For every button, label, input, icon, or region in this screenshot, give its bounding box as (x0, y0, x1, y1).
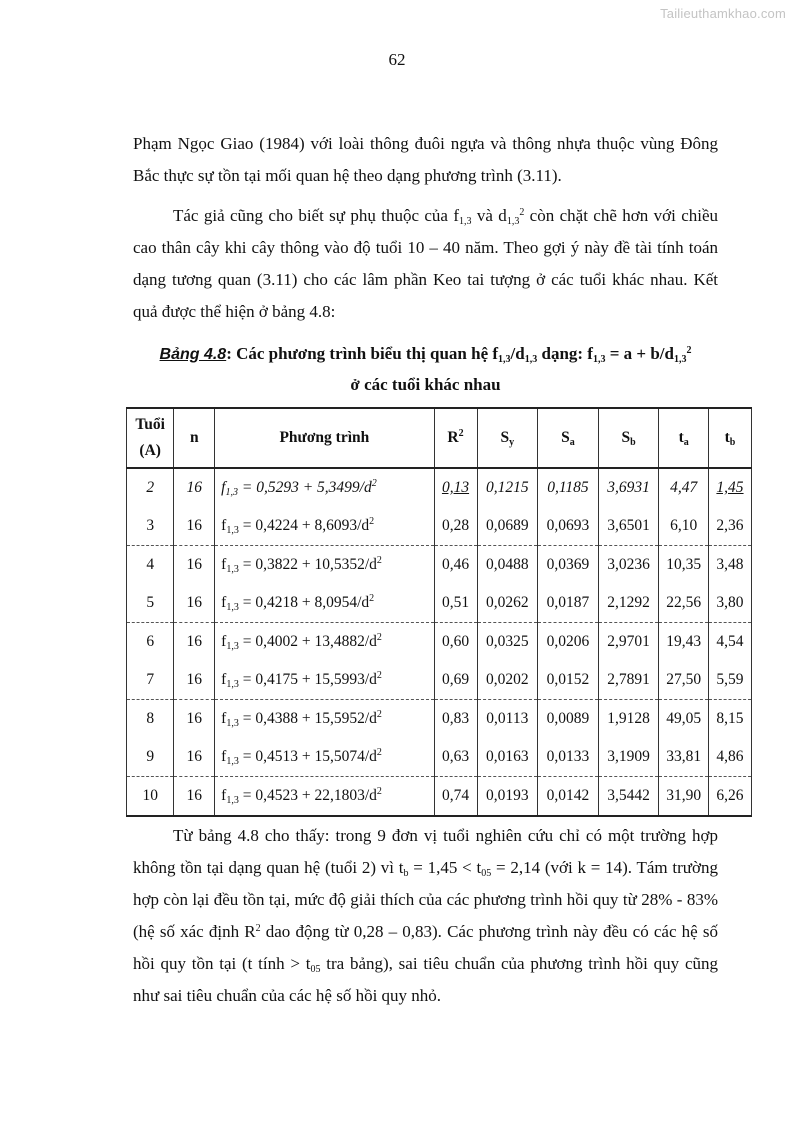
header-sa-text: S (561, 429, 570, 446)
cell-sb: 1,9128 (598, 700, 659, 739)
cell-equation (215, 777, 434, 817)
cell-age: 5 (127, 584, 174, 623)
cell-n: 16 (174, 700, 215, 739)
cell-ta: 4,47 (659, 468, 709, 507)
table-caption (133, 338, 718, 371)
cell-ta: 27,50 (659, 661, 709, 700)
subscript: a (683, 437, 689, 448)
subscript: 1,3 (226, 602, 239, 613)
cell-ta: 49,05 (659, 700, 709, 739)
cell-n: 16 (174, 777, 215, 817)
cell-tb: 2,36 (708, 507, 751, 546)
header-r2 (434, 408, 477, 468)
subscript: 1,3 (226, 564, 239, 575)
header-ta (659, 408, 709, 468)
superscript: 2 (369, 593, 375, 604)
cell-sy: 0,1215 (477, 468, 538, 507)
table-row-age-5 (127, 584, 752, 623)
cell-n: 16 (174, 584, 215, 623)
cell-ta: 19,43 (659, 623, 709, 662)
table-row-age-6 (127, 623, 752, 662)
text-run: Từ bảng 4.8 cho thấy: trong 9 đơn vị tuổi nghiên cứu chỉ có một trường hợp không tồn tại dạng quan hệ (tuổi 2) vì t (133, 826, 718, 877)
superscript: 2 (686, 345, 692, 356)
subscript: y (509, 437, 515, 448)
cell-r2: 0,74 (434, 777, 477, 817)
cell-age: 2 (127, 468, 174, 507)
cell-n: 16 (174, 468, 215, 507)
text-run: = 1,45 < t (408, 858, 482, 877)
cell-n: 16 (174, 546, 215, 585)
cell-sa: 0,0693 (538, 507, 599, 546)
cell-r2: 0,13 (434, 468, 477, 507)
table-row-age-9 (127, 738, 752, 777)
subscript: a (569, 437, 575, 448)
eq-body: = 0,4002 + 13,4882 (238, 633, 365, 650)
eq-f: f (221, 748, 227, 765)
cell-sa: 0,0187 (538, 584, 599, 623)
superscript: 2 (376, 786, 382, 797)
cell-tb: 4,54 (708, 623, 751, 662)
cell-sb: 3,6501 (598, 507, 659, 546)
cell-r2: 0,60 (434, 623, 477, 662)
eq-f: f (221, 671, 227, 688)
superscript: 2 (458, 428, 464, 439)
page-number: 62 (388, 50, 406, 69)
cell-sa: 0,0133 (538, 738, 599, 777)
cell-sy: 0,0488 (477, 546, 538, 585)
cell-ta: 6,10 (659, 507, 709, 546)
cell-sb: 3,0236 (598, 546, 659, 585)
cell-sy: 0,0163 (477, 738, 538, 777)
eq-d: /d (364, 556, 377, 573)
header-sa (538, 408, 599, 468)
subscript: 1,3 (225, 487, 238, 498)
text-run: /d (510, 344, 525, 363)
cell-sy: 0,0262 (477, 584, 538, 623)
eq-d: /d (359, 479, 372, 496)
subscript: b (403, 868, 409, 879)
cell-age: 8 (127, 700, 174, 739)
cell-tb: 3,48 (708, 546, 751, 585)
text-run: dao động từ 0,28 – 0,83). Các phương trình này đều có các hệ số hồi quy tồn tại (t tính > t (133, 922, 718, 973)
cell-r2: 0,83 (434, 700, 477, 739)
cell-n: 16 (174, 507, 215, 546)
table-row-age-2 (127, 468, 752, 507)
cell-sy: 0,0689 (477, 507, 538, 546)
subscript: 1,3 (226, 525, 239, 536)
eq-d: /d (364, 748, 377, 765)
subscript: 1,3 (673, 354, 687, 365)
cell-r2: 0,51 (434, 584, 477, 623)
subscript: 1,3 (459, 216, 472, 227)
cell-sy: 0,0113 (477, 700, 538, 739)
paragraph-method (133, 200, 718, 328)
cell-n: 16 (174, 738, 215, 777)
cell-tb: 1,45 (708, 468, 751, 507)
subscript: 1,3 (226, 718, 239, 729)
cell-age: 3 (127, 507, 174, 546)
superscript: 2 (376, 709, 382, 720)
text-run: : Các phương trình biểu thị quan hệ f (226, 344, 499, 363)
text-run: còn chặt chẽ hơn với chiều cao thân cây khi cây thông vào độ tuổi 10 – 40 năm. Theo gợi ý này đề tài tính toán dạng tương quan (3.11) cho các lâm phần Keo tai tượng ở các tuổi khác nhau. Kết quả được thể hiện ở bảng 4.8: (133, 206, 719, 321)
eq-body: = 0,5293 + 5,3499 (237, 479, 360, 496)
eq-d: /d (364, 710, 377, 727)
cell-age: 6 (127, 623, 174, 662)
superscript: 2 (519, 207, 525, 218)
cell-sb: 2,7891 (598, 661, 659, 700)
cell-tb: 5,59 (708, 661, 751, 700)
eq-d: /d (364, 671, 377, 688)
cell-sb: 3,1909 (598, 738, 659, 777)
table-row-age-3 (127, 507, 752, 546)
cell-age: 10 (127, 777, 174, 817)
cell-sy: 0,0193 (477, 777, 538, 817)
superscript: 2 (376, 670, 382, 681)
cell-r2: 0,69 (434, 661, 477, 700)
superscript: 2 (371, 478, 377, 489)
cell-r2: 0,46 (434, 546, 477, 585)
subscript: 1,3 (226, 756, 239, 767)
header-age (127, 408, 174, 468)
cell-age: 4 (127, 546, 174, 585)
header-n: n (174, 408, 215, 468)
text-run: = 2,14 (với k = 14). Tám trường hợp còn lại đều tồn tại, mức độ giải thích của các phương trình hồi quy từ 28% - 83% (hệ số xác định R (133, 858, 718, 941)
cell-ta: 31,90 (659, 777, 709, 817)
header-tb-text: t (724, 429, 730, 446)
table-caption-label: Bảng 4.8 (159, 346, 227, 363)
cell-sa: 0,0142 (538, 777, 599, 817)
cell-r2: 0,28 (434, 507, 477, 546)
text-run: Tác giả cũng cho biết sự phụ thuộc của f (173, 206, 460, 225)
eq-f: f (221, 517, 227, 534)
table-row-age-4 (127, 546, 752, 585)
eq-body: = 0,3822 + 10,5352 (238, 556, 365, 573)
watermark: Tailieuthamkhao.com (660, 6, 786, 21)
subscript: 1,3 (226, 679, 239, 690)
subscript: 1,3 (226, 795, 239, 806)
table-caption-line2: ở các tuổi khác nhau (350, 375, 501, 394)
header-r2-text: R (447, 429, 459, 446)
table-header-row (127, 408, 752, 468)
text-run: = a + b/d (605, 344, 674, 363)
cell-tb: 6,26 (708, 777, 751, 817)
eq-body: = 0,4523 + 22,1803 (238, 787, 365, 804)
eq-d: /d (357, 517, 370, 534)
eq-body: = 0,4513 + 15,5074 (238, 748, 365, 765)
subscript: 05 (481, 868, 492, 879)
header-age-line2: (A) (139, 442, 161, 459)
cell-sa: 0,0089 (538, 700, 599, 739)
subscript: 1,3 (592, 354, 606, 365)
cell-ta: 10,35 (659, 546, 709, 585)
eq-f: f (221, 479, 226, 496)
cell-tb: 4,86 (708, 738, 751, 777)
table-row-age-10 (127, 777, 752, 817)
cell-tb: 8,15 (708, 700, 751, 739)
header-sy-text: S (500, 429, 510, 446)
cell-n: 16 (174, 661, 215, 700)
cell-sb: 2,1292 (598, 584, 659, 623)
cell-equation (215, 738, 434, 777)
subscript: 1,3 (226, 641, 239, 652)
superscript: 2 (376, 747, 382, 758)
cell-equation (215, 661, 434, 700)
subscript: 05 (310, 964, 321, 975)
eq-body: = 0,4218 + 8,0954 (238, 594, 358, 611)
cell-equation (215, 623, 434, 662)
eq-body: = 0,4175 + 15,5993 (238, 671, 365, 688)
cell-equation (215, 507, 434, 546)
cell-sb: 3,5442 (598, 777, 659, 817)
cell-sy: 0,0202 (477, 661, 538, 700)
regression-table (126, 407, 752, 817)
header-equation: Phương trình (215, 408, 434, 468)
cell-equation (215, 584, 434, 623)
header-tb (708, 408, 751, 468)
subscript: 1,3 (498, 354, 511, 365)
eq-f: f (221, 710, 227, 727)
table-row-age-7 (127, 661, 752, 700)
superscript: 2 (376, 555, 382, 566)
eq-f: f (221, 594, 227, 611)
cell-tb: 3,80 (708, 584, 751, 623)
cell-age: 9 (127, 738, 174, 777)
subscript: b (729, 437, 736, 448)
subscript: 1,3 (506, 216, 520, 227)
eq-body: = 0,4224 + 8,6093 (238, 517, 358, 534)
subscript: b (630, 437, 636, 448)
eq-d: /d (357, 594, 370, 611)
cell-equation (215, 468, 434, 507)
subscript: 1,3 (524, 354, 538, 365)
header-sb-text: S (621, 429, 631, 446)
cell-ta: 22,56 (659, 584, 709, 623)
superscript: 2 (255, 923, 261, 934)
header-ta-text: t (678, 429, 684, 446)
eq-body: = 0,4388 + 15,5952 (238, 710, 365, 727)
cell-equation (215, 700, 434, 739)
paragraph-conclusion (133, 820, 718, 1012)
cell-ta: 33,81 (659, 738, 709, 777)
eq-f: f (221, 787, 227, 804)
eq-f: f (221, 633, 227, 650)
superscript: 2 (369, 516, 375, 527)
cell-r2: 0,63 (434, 738, 477, 777)
table-row-age-8 (127, 700, 752, 739)
cell-sa: 0,0369 (538, 546, 599, 585)
cell-age: 7 (127, 661, 174, 700)
header-sb (598, 408, 659, 468)
cell-sb: 2,9701 (598, 623, 659, 662)
cell-sb: 3,6931 (598, 468, 659, 507)
superscript: 2 (376, 632, 382, 643)
cell-sa: 0,0152 (538, 661, 599, 700)
eq-d: /d (364, 633, 377, 650)
eq-d: /d (364, 787, 377, 804)
header-sy (477, 408, 538, 468)
cell-n: 16 (174, 623, 215, 662)
eq-f: f (221, 556, 227, 573)
cell-sa: 0,1185 (538, 468, 599, 507)
cell-sy: 0,0325 (477, 623, 538, 662)
header-age-line1: Tuổi (135, 416, 165, 433)
cell-equation (215, 546, 434, 585)
paragraph-intro: Phạm Ngọc Giao (1984) với loài thông đuôi ngựa và thông nhựa thuộc vùng Đông Bắc thực sự tồn tại mối quan hệ theo dạng phương trình (3.11). (133, 134, 718, 185)
text-run: dạng: f (537, 344, 593, 363)
cell-sa: 0,0206 (538, 623, 599, 662)
text-run: và d (471, 206, 507, 225)
text-run: tra bảng), sai tiêu chuẩn của phương trình hồi quy cũng như sai tiêu chuẩn của các hệ số hồi quy nhỏ. (133, 954, 718, 1005)
